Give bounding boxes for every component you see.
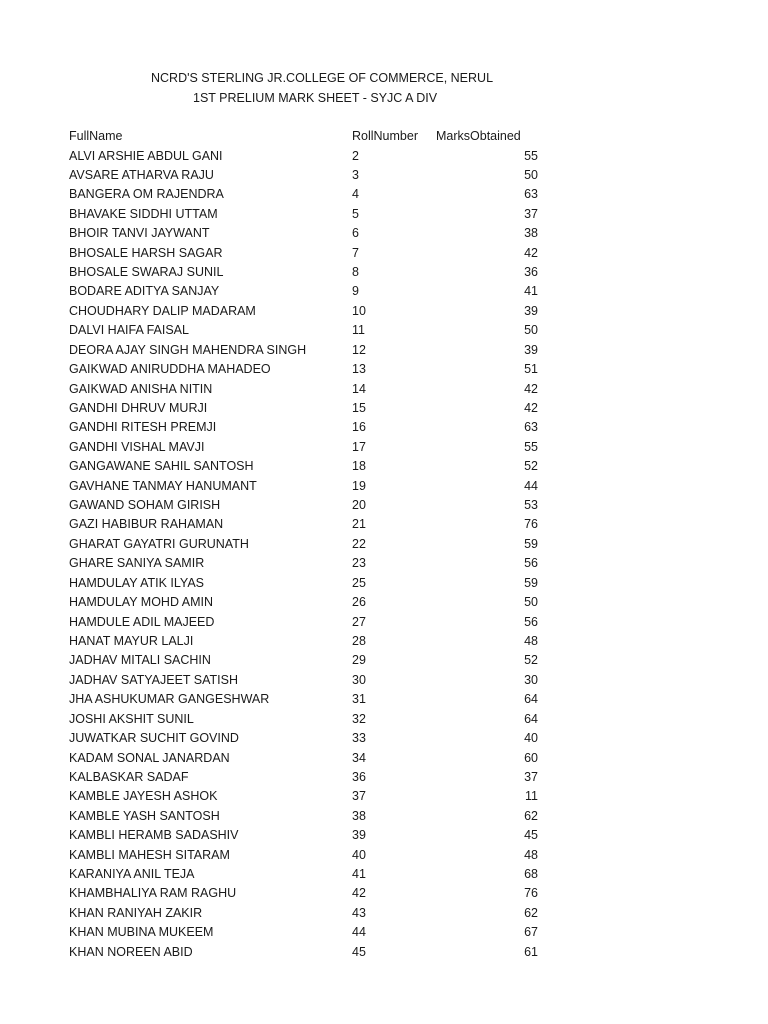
roll-number-cell: 28: [352, 634, 366, 648]
roll-number-cell: 3: [352, 167, 359, 182]
student-name-cell: HAMDULAY MOHD AMIN: [69, 595, 214, 610]
table-row: [0, 595, 768, 614]
student-name-cell: GAZI HABIBUR RAHAMAN: [69, 517, 224, 532]
roll-number-cell: 27: [352, 614, 366, 629]
student-name-cell: KHAMBHALIYA RAM RAGHU: [69, 886, 237, 901]
roll-number-cell: 23: [352, 556, 366, 571]
student-name-cell: KAMBLE YASH SANTOSH: [69, 808, 220, 823]
table-row: [0, 149, 768, 168]
student-name-cell: HANAT MAYUR LALJI: [69, 634, 194, 648]
student-name-cell: BHOSALE SWARAJ SUNIL: [69, 265, 224, 280]
student-name-cell: KAMBLE JAYESH ASHOK: [69, 789, 218, 804]
roll-number-cell: 39: [352, 828, 366, 843]
roll-number-cell: 22: [352, 536, 366, 551]
roll-number-cell: 31: [352, 692, 366, 707]
table-row: [0, 304, 768, 323]
roll-number-cell: 18: [352, 459, 366, 474]
marks-obtained-cell: 48: [524, 634, 538, 648]
marks-obtained-cell: 50: [524, 167, 538, 182]
student-name-cell: HAMDULE ADIL MAJEED: [69, 614, 215, 629]
student-name-cell: KHAN NOREEN ABID: [69, 944, 193, 959]
student-name-cell: CHOUDHARY DALIP MADARAM: [69, 303, 256, 318]
roll-number-cell: 4: [352, 187, 359, 202]
student-name-cell: BHOIR TANVI JAYWANT: [69, 226, 210, 241]
table-row: [0, 789, 768, 808]
roll-number-cell: 34: [352, 750, 366, 765]
roll-number-cell: 6: [352, 226, 359, 241]
college-name: NCRD'S STERLING JR.COLLEGE OF COMMERCE, NERUL: [151, 71, 494, 85]
table-row: [0, 440, 768, 459]
table-row: [0, 809, 768, 828]
student-name-cell: GANGAWANE SAHIL SANTOSH: [69, 459, 254, 474]
student-name-cell: KAMBLI HERAMB SADASHIV: [69, 828, 239, 843]
marks-obtained-cell: 41: [524, 284, 538, 299]
roll-number-cell: 30: [352, 672, 366, 687]
roll-number-cell: 44: [352, 925, 366, 940]
marks-obtained-cell: 44: [524, 478, 538, 493]
student-name-cell: JHA ASHUKUMAR GANGESHWAR: [69, 692, 270, 707]
student-name-cell: KHAN MUBINA MUKEEM: [69, 925, 214, 940]
marks-obtained-cell: 59: [524, 575, 538, 590]
marks-obtained-cell: 52: [524, 459, 538, 474]
table-row: [0, 731, 768, 750]
student-name-cell: BODARE ADITYA SANJAY: [69, 284, 220, 299]
student-name-cell: JUWATKAR SUCHIT GOVIND: [69, 731, 239, 746]
table-row: [0, 401, 768, 420]
table-row: [0, 459, 768, 478]
table-row: [0, 848, 768, 867]
table-row: [0, 479, 768, 498]
marks-obtained-cell: 56: [524, 614, 538, 629]
student-name-cell: GHARAT GAYATRI GURUNATH: [69, 536, 249, 551]
marks-obtained-cell: 39: [524, 303, 538, 318]
table-row: [0, 168, 768, 187]
column-header-marksobtained: MarksObtained: [436, 129, 521, 143]
marks-obtained-cell: 39: [524, 342, 538, 357]
student-name-cell: DEORA AJAY SINGH MAHENDRA SINGH: [69, 342, 307, 357]
marks-obtained-cell: 30: [524, 672, 538, 687]
roll-number-cell: 40: [352, 847, 366, 862]
table-row: [0, 751, 768, 770]
roll-number-cell: 42: [352, 886, 366, 901]
roll-number-cell: 12: [352, 342, 366, 357]
table-row: [0, 712, 768, 731]
table-row: [0, 556, 768, 575]
table-row: [0, 207, 768, 226]
marks-obtained-cell: 37: [524, 769, 538, 784]
roll-number-cell: 36: [352, 769, 366, 784]
marks-obtained-cell: 48: [524, 847, 538, 862]
table-row: [0, 246, 768, 265]
marks-obtained-cell: 68: [524, 867, 538, 882]
marks-obtained-cell: 61: [524, 944, 538, 959]
marks-obtained-cell: 40: [524, 731, 538, 746]
marks-obtained-cell: 64: [524, 711, 538, 726]
student-name-cell: ALVI ARSHIE ABDUL GANI: [69, 148, 223, 163]
table-row: [0, 362, 768, 381]
student-name-cell: JADHAV MITALI SACHIN: [69, 653, 211, 668]
marks-obtained-cell: 51: [524, 362, 538, 377]
marks-obtained-cell: 55: [524, 439, 538, 454]
student-name-cell: KAMBLI MAHESH SITARAM: [69, 847, 230, 862]
roll-number-cell: 17: [352, 439, 366, 454]
roll-number-cell: 10: [352, 303, 366, 318]
roll-number-cell: 15: [352, 400, 366, 415]
student-name-cell: GANDHI DHRUV MURJI: [69, 400, 208, 415]
sheet-title: 1ST PRELIUM MARK SHEET - SYJC A DIV: [193, 91, 438, 105]
student-name-cell: KARANIYA ANIL TEJA: [69, 867, 195, 882]
student-name-cell: GAIKWAD ANIRUDDHA MAHADEO: [69, 362, 271, 377]
student-name-cell: GAIKWAD ANISHA NITIN: [69, 381, 213, 396]
marks-obtained-cell: 42: [524, 245, 538, 260]
roll-number-cell: 13: [352, 362, 366, 377]
student-name-cell: JOSHI AKSHIT SUNIL: [69, 711, 194, 726]
roll-number-cell: 20: [352, 498, 366, 513]
roll-number-cell: 26: [352, 595, 366, 610]
roll-number-cell: 37: [352, 789, 366, 804]
roll-number-cell: 14: [352, 381, 366, 396]
table-row: [0, 284, 768, 303]
marks-obtained-cell: 59: [524, 536, 538, 551]
student-name-cell: GHARE SANIYA SAMIR: [69, 556, 205, 571]
table-row: [0, 770, 768, 789]
marks-obtained-cell: 62: [524, 808, 538, 823]
marks-obtained-cell: 42: [524, 381, 538, 396]
roll-number-cell: 19: [352, 478, 366, 493]
marks-obtained-cell: 11: [525, 789, 538, 804]
roll-number-cell: 45: [352, 944, 366, 959]
marks-obtained-cell: 63: [524, 420, 538, 435]
table-row: [0, 692, 768, 711]
table-row: [0, 323, 768, 342]
roll-number-cell: 2: [352, 148, 359, 163]
roll-number-cell: 16: [352, 420, 366, 435]
table-row: [0, 673, 768, 692]
marks-obtained-cell: 63: [524, 187, 538, 202]
table-row: [0, 906, 768, 925]
table-row: [0, 343, 768, 362]
table-header-row: [0, 129, 768, 148]
student-name-cell: BHOSALE HARSH SAGAR: [69, 245, 223, 260]
student-name-cell: HAMDULAY ATIK ILYAS: [69, 575, 204, 590]
student-name-cell: GANDHI VISHAL MAVJI: [69, 439, 205, 454]
table-row: [0, 265, 768, 284]
table-row: [0, 187, 768, 206]
marks-obtained-cell: 50: [524, 323, 538, 338]
column-header-fullname: FullName: [69, 129, 123, 143]
table-row: [0, 517, 768, 536]
marks-obtained-cell: 76: [524, 886, 538, 901]
roll-number-cell: 21: [352, 517, 366, 532]
student-name-cell: JADHAV SATYAJEET SATISH: [69, 672, 239, 687]
roll-number-cell: 11: [352, 323, 365, 338]
student-name-cell: KALBASKAR SADAF: [69, 769, 189, 784]
roll-number-cell: 43: [352, 905, 366, 920]
table-row: [0, 420, 768, 439]
marks-obtained-cell: 53: [524, 498, 538, 513]
marks-obtained-cell: 52: [524, 653, 538, 668]
table-row: [0, 828, 768, 847]
roll-number-cell: 33: [352, 731, 366, 746]
marks-obtained-cell: 42: [524, 400, 538, 415]
table-row: [0, 945, 768, 964]
table-row: [0, 498, 768, 517]
marks-obtained-cell: 60: [524, 750, 538, 765]
marks-obtained-cell: 37: [524, 206, 538, 221]
table-row: [0, 886, 768, 905]
table-row: [0, 576, 768, 595]
roll-number-cell: 7: [352, 245, 359, 260]
roll-number-cell: 32: [352, 711, 366, 726]
roll-number-cell: 5: [352, 206, 359, 221]
roll-number-cell: 25: [352, 575, 366, 590]
table-row: [0, 634, 768, 653]
roll-number-cell: 38: [352, 808, 366, 823]
table-row: [0, 537, 768, 556]
table-row: [0, 867, 768, 886]
student-name-cell: KHAN RANIYAH ZAKIR: [69, 905, 203, 920]
marks-obtained-cell: 50: [524, 595, 538, 610]
marks-obtained-cell: 62: [524, 905, 538, 920]
student-name-cell: BANGERA OM RAJENDRA: [69, 187, 224, 202]
marks-obtained-cell: 76: [524, 517, 538, 532]
roll-number-cell: 8: [352, 265, 359, 280]
table-row: [0, 653, 768, 672]
marks-obtained-cell: 36: [524, 265, 538, 280]
table-row: [0, 925, 768, 944]
marks-obtained-cell: 55: [524, 148, 538, 163]
roll-number-cell: 29: [352, 653, 366, 668]
student-name-cell: AVSARE ATHARVA RAJU: [69, 167, 214, 182]
table-row: [0, 382, 768, 401]
marks-obtained-cell: 56: [524, 556, 538, 571]
student-name-cell: GANDHI RITESH PREMJI: [69, 420, 217, 435]
marks-obtained-cell: 67: [524, 925, 538, 940]
student-name-cell: GAVHANE TANMAY HANUMANT: [69, 478, 257, 493]
table-row: [0, 226, 768, 245]
student-name-cell: BHAVAKE SIDDHI UTTAM: [69, 206, 218, 221]
student-name-cell: DALVI HAIFA FAISAL: [69, 323, 189, 338]
student-name-cell: GAWAND SOHAM GIRISH: [69, 498, 221, 513]
roll-number-cell: 41: [352, 867, 366, 882]
student-name-cell: KADAM SONAL JANARDAN: [69, 750, 230, 765]
marks-obtained-cell: 38: [524, 226, 538, 241]
column-header-rollnumber: RollNumber: [352, 129, 418, 143]
marks-obtained-cell: 64: [524, 692, 538, 707]
table-row: [0, 615, 768, 634]
marks-obtained-cell: 45: [524, 828, 538, 843]
roll-number-cell: 9: [352, 284, 359, 299]
